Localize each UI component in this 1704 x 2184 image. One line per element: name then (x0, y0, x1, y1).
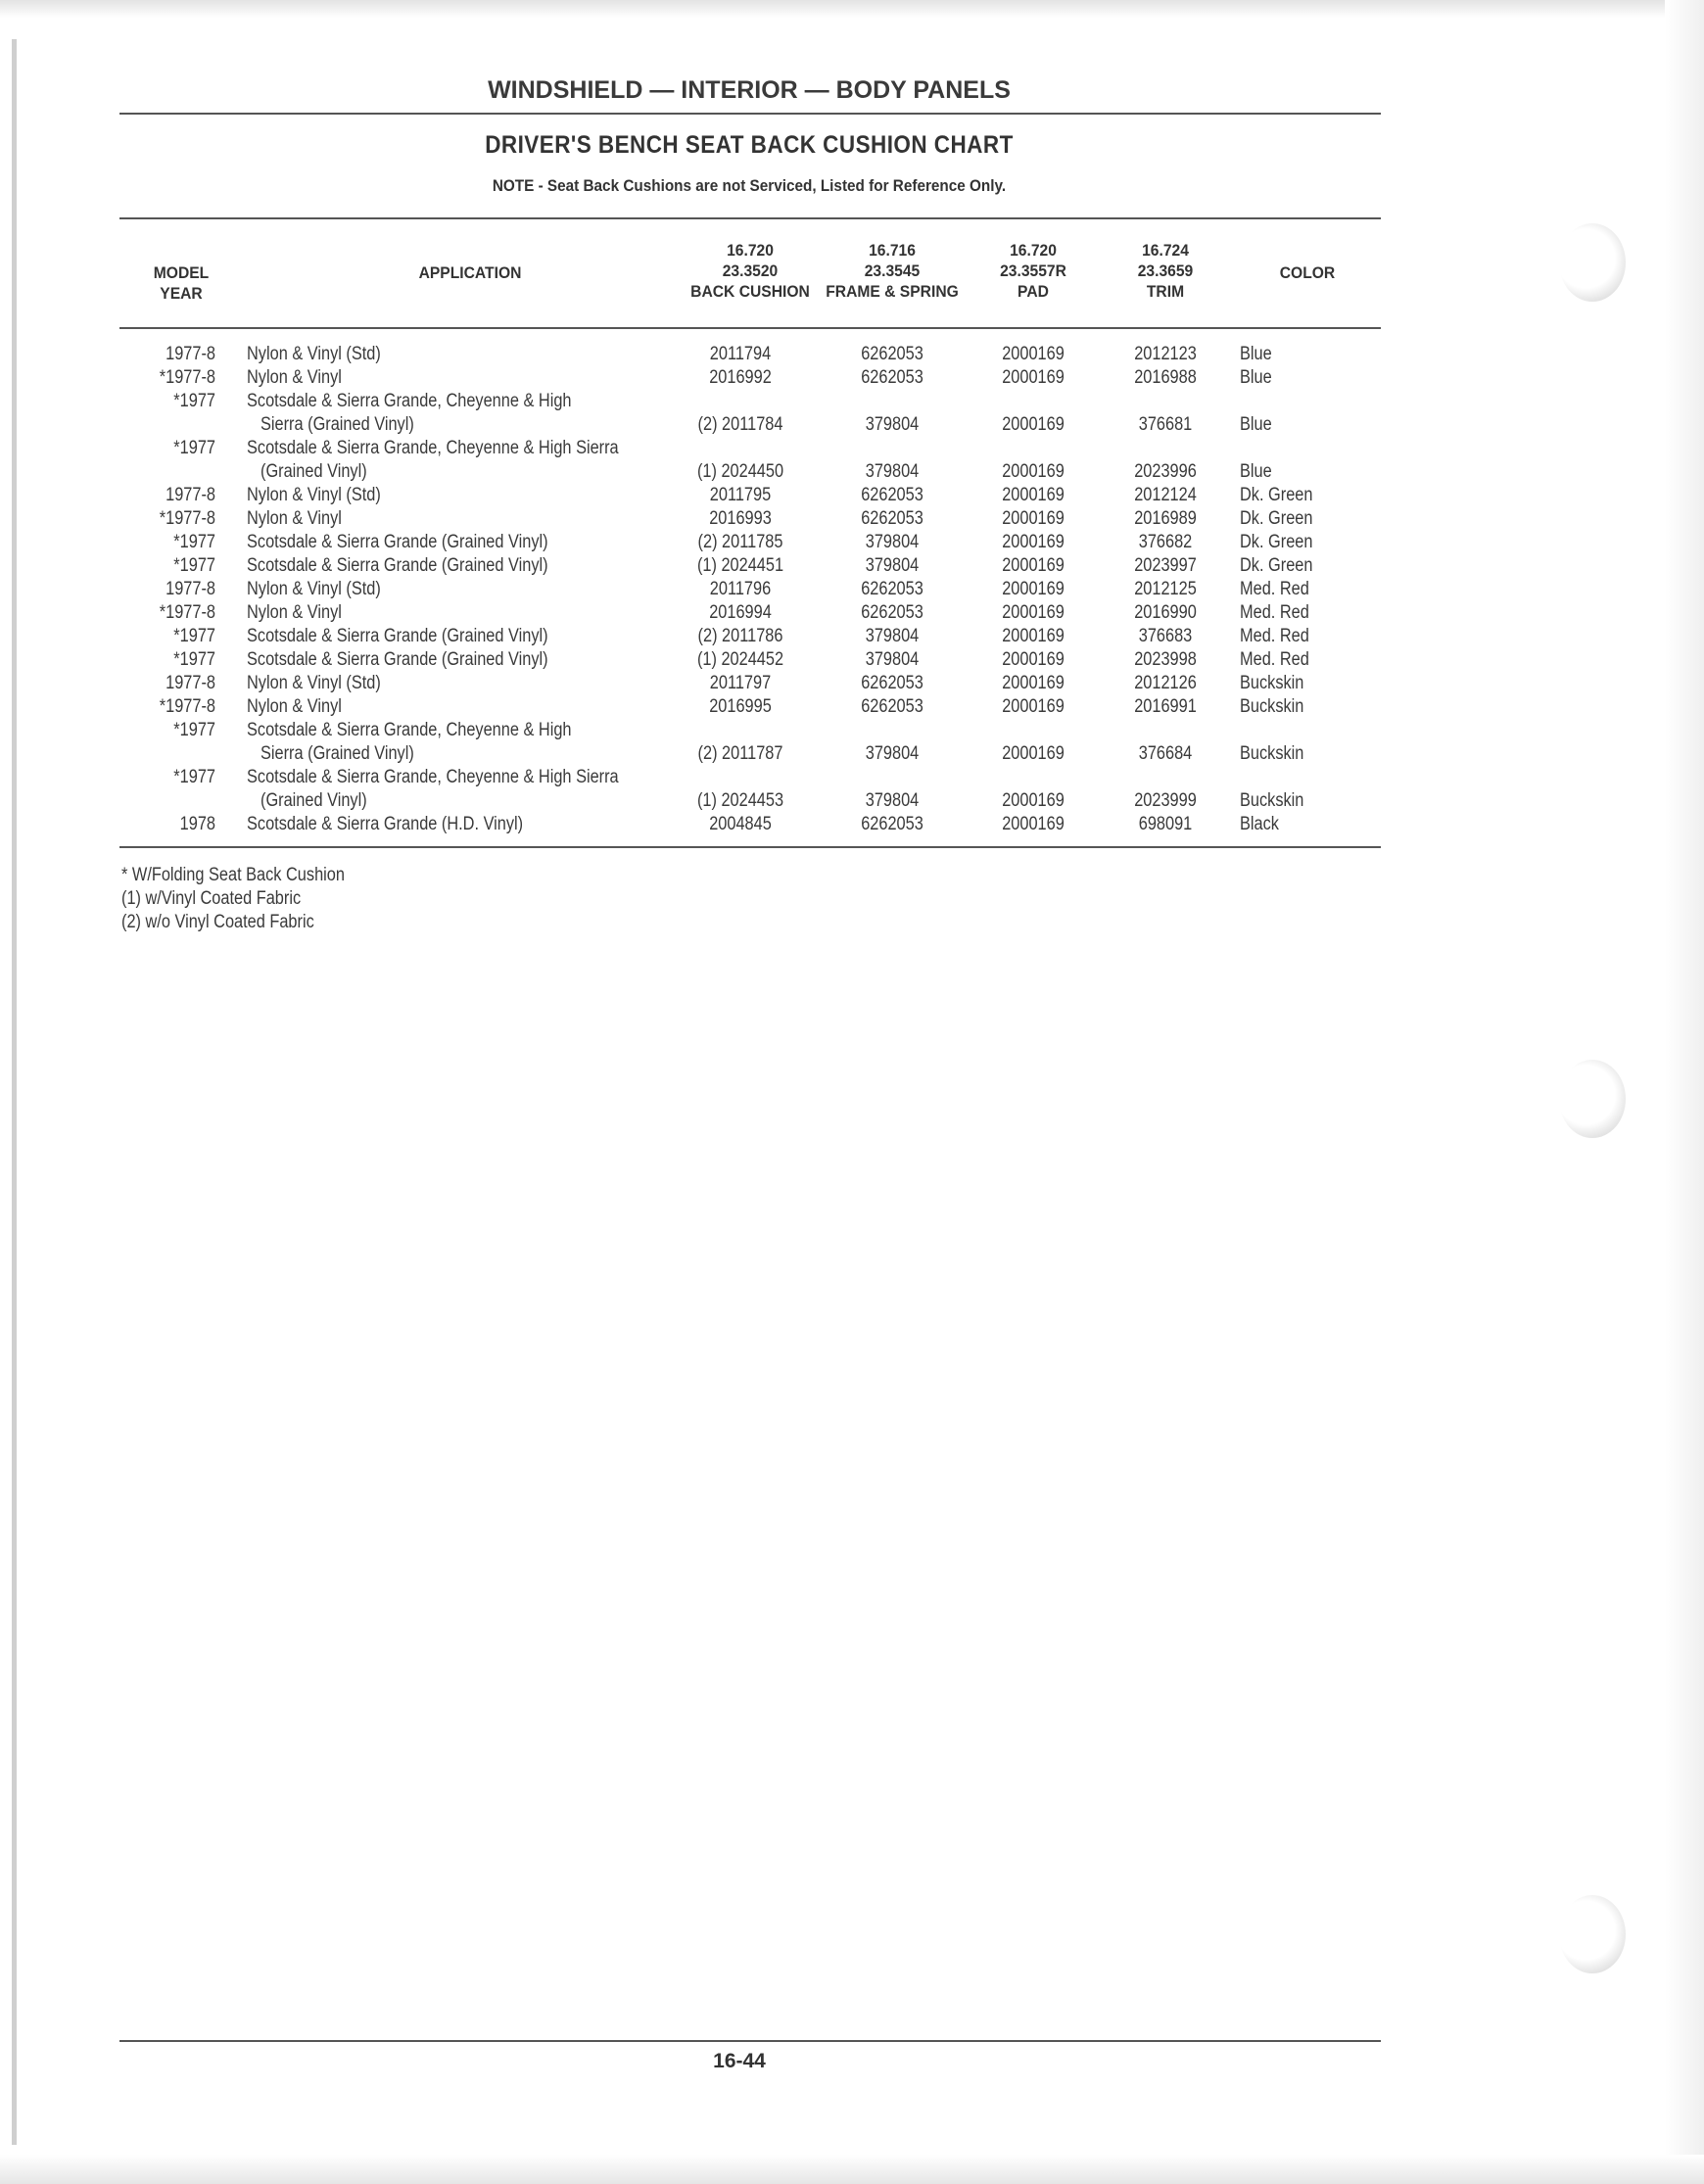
cell-trim: 376682 (1138, 532, 1193, 552)
cell-back-cushion: 2011794 (709, 344, 772, 364)
cell-pad: 2000169 (1002, 626, 1065, 646)
cell-model-year: 1977-8 (166, 673, 215, 693)
binder-hole-middle (1559, 1060, 1626, 1138)
cell-back-cushion: 2004845 (709, 814, 772, 834)
cell-frame-spring: 6262053 (861, 579, 923, 599)
cell-application: Scotsdale & Sierra Grande, Cheyenne & High (247, 391, 572, 411)
cell-application: Nylon & Vinyl (Std) (247, 673, 381, 693)
cell-model-year: *1977 (173, 767, 215, 787)
cell-pad: 2000169 (1002, 696, 1065, 717)
section-title: WINDSHIELD — INTERIOR — BODY PANELS (488, 76, 1011, 104)
cell-pad: 2000169 (1002, 344, 1065, 364)
cell-back-cushion: (2) 2011784 (697, 414, 783, 435)
cell-application: Scotsdale & Sierra Grande, Cheyenne & High Sierra (247, 767, 619, 787)
cell-application: Scotsdale & Sierra Grande, Cheyenne & High (247, 720, 572, 740)
table-header-rule (119, 327, 1381, 329)
cell-trim: 2012126 (1134, 673, 1197, 693)
cell-frame-spring: 6262053 (861, 344, 923, 364)
cell-model-year: *1977-8 (159, 508, 215, 529)
cell-pad: 2000169 (1002, 673, 1065, 693)
cell-model-year: *1977 (173, 391, 215, 411)
cell-trim: 2023997 (1134, 555, 1197, 576)
cell-back-cushion: (1) 2024452 (696, 649, 784, 670)
cell-color: Med. Red (1240, 626, 1309, 646)
cell-trim: 2016990 (1134, 602, 1197, 623)
column-header-line: BACK CUSHION (690, 282, 810, 301)
cell-color: Med. Red (1240, 649, 1309, 670)
cell-application: Scotsdale & Sierra Grande (Grained Vinyl) (247, 532, 548, 552)
cell-back-cushion: (2) 2011787 (697, 743, 783, 764)
cell-application: Scotsdale & Sierra Grande (Grained Vinyl) (247, 555, 548, 576)
cell-color: Blue (1240, 344, 1272, 364)
cell-model-year: *1977-8 (159, 602, 215, 623)
cell-trim: 2016991 (1134, 696, 1197, 717)
cell-trim: 376681 (1138, 414, 1193, 435)
cell-trim: 2023998 (1134, 649, 1197, 670)
scan-shadow-top (0, 0, 1704, 18)
cell-pad: 2000169 (1002, 579, 1065, 599)
cell-frame-spring: 6262053 (861, 814, 923, 834)
footnote-item: (1) w/Vinyl Coated Fabric (121, 888, 302, 909)
cell-model-year: 1978 (179, 814, 215, 834)
cell-trim: 2012124 (1134, 485, 1197, 505)
cell-model-year: 1977-8 (166, 344, 215, 364)
cell-pad: 2000169 (1002, 814, 1065, 834)
cell-trim: 2016989 (1134, 508, 1197, 529)
cell-application: Nylon & Vinyl (247, 696, 342, 717)
cell-trim: 2012123 (1134, 344, 1197, 364)
cell-pad: 2000169 (1002, 414, 1065, 435)
footnote-item: * W/Folding Seat Back Cushion (121, 865, 345, 885)
cell-frame-spring: 379804 (865, 414, 920, 435)
cell-application: Scotsdale & Sierra Grande (Grained Vinyl) (247, 626, 548, 646)
cell-model-year: *1977 (173, 532, 215, 552)
cell-trim: 698091 (1138, 814, 1193, 834)
cell-pad: 2000169 (1002, 367, 1065, 388)
table-top-rule (119, 217, 1381, 219)
column-header-line: 16.720 (727, 241, 774, 260)
cell-back-cushion: 2011797 (709, 673, 772, 693)
cell-trim: 376684 (1138, 743, 1193, 764)
cell-trim: 2012125 (1134, 579, 1197, 599)
cell-frame-spring: 379804 (865, 532, 920, 552)
cell-pad: 2000169 (1002, 602, 1065, 623)
cell-trim: 2023996 (1134, 461, 1197, 482)
column-header-line: FRAME & SPRING (826, 282, 959, 301)
column-header-line: 23.3659 (1137, 261, 1194, 280)
cell-application: Scotsdale & Sierra Grande (H.D. Vinyl) (247, 814, 524, 834)
cell-color: Blue (1240, 367, 1272, 388)
cell-color: Buckskin (1240, 673, 1304, 693)
column-header-line: COLOR (1279, 263, 1336, 282)
column-header-frame (825, 240, 960, 302)
column-header-line: MODEL (153, 263, 210, 282)
cell-frame-spring: 6262053 (861, 367, 923, 388)
cell-color: Buckskin (1240, 696, 1304, 717)
cell-frame-spring: 6262053 (861, 485, 923, 505)
cell-back-cushion: 2016995 (709, 696, 772, 717)
column-header-line: 23.3557R (1000, 261, 1066, 280)
cell-frame-spring: 379804 (865, 626, 920, 646)
cell-application: Sierra (Grained Vinyl) (260, 414, 414, 435)
cell-model-year: *1977 (173, 626, 215, 646)
cell-pad: 2000169 (1002, 743, 1065, 764)
cell-pad: 2000169 (1002, 485, 1065, 505)
section-title-rule (119, 113, 1381, 115)
cell-pad: 2000169 (1002, 790, 1065, 811)
binder-hole-top (1559, 223, 1626, 302)
column-header-line: 16.716 (869, 241, 916, 260)
cell-pad: 2000169 (1002, 508, 1065, 529)
column-header-line: 23.3520 (722, 261, 779, 280)
cell-color: Dk. Green (1240, 508, 1313, 529)
cell-frame-spring: 6262053 (861, 696, 923, 717)
cell-pad: 2000169 (1002, 555, 1065, 576)
cell-application: Sierra (Grained Vinyl) (260, 743, 414, 764)
column-header-trim (1112, 240, 1219, 302)
column-header-color (1262, 262, 1352, 283)
scan-edge-left (12, 39, 17, 2145)
scan-shadow-bottom (0, 2155, 1704, 2184)
cell-model-year: 1977-8 (166, 579, 215, 599)
cell-model-year: *1977 (173, 720, 215, 740)
cell-back-cushion: 2011795 (709, 485, 772, 505)
cell-pad: 2000169 (1002, 532, 1065, 552)
chart-title: DRIVER'S BENCH SEAT BACK CUSHION CHART (485, 131, 1014, 159)
cell-color: Med. Red (1240, 579, 1309, 599)
column-header-line: YEAR (160, 284, 203, 303)
cell-color: Blue (1240, 414, 1272, 435)
cell-back-cushion: (1) 2024451 (696, 555, 784, 576)
page-number: 16-44 (713, 2050, 766, 2072)
cell-back-cushion: 2011796 (709, 579, 772, 599)
cell-application: Nylon & Vinyl (247, 367, 342, 388)
table-bottom-rule (119, 846, 1381, 848)
cell-back-cushion: 2016992 (709, 367, 772, 388)
column-header-line: APPLICATION (418, 263, 522, 282)
cell-frame-spring: 6262053 (861, 602, 923, 623)
cell-color: Dk. Green (1240, 485, 1313, 505)
cell-application: Scotsdale & Sierra Grande, Cheyenne & High Sierra (247, 438, 619, 458)
cell-application: Nylon & Vinyl (Std) (247, 579, 381, 599)
cell-application: Nylon & Vinyl (Std) (247, 485, 381, 505)
cell-back-cushion: (2) 2011786 (697, 626, 783, 646)
cell-trim: 376683 (1138, 626, 1193, 646)
cell-color: Med. Red (1240, 602, 1309, 623)
footer-rule (119, 2040, 1381, 2042)
cell-model-year: *1977 (173, 438, 215, 458)
cell-color: Buckskin (1240, 743, 1304, 764)
cell-back-cushion: 2016993 (709, 508, 772, 529)
cell-frame-spring: 379804 (865, 649, 920, 670)
cell-back-cushion: 2016994 (709, 602, 772, 623)
cell-model-year: *1977 (173, 555, 215, 576)
column-header-line: 23.3545 (864, 261, 921, 280)
cell-model-year: *1977-8 (159, 696, 215, 717)
cell-back-cushion: (1) 2024450 (696, 461, 784, 482)
cell-application: Nylon & Vinyl (247, 508, 342, 529)
cell-model-year: *1977 (173, 649, 215, 670)
cell-pad: 2000169 (1002, 649, 1065, 670)
cell-trim: 2023999 (1134, 790, 1197, 811)
cell-model-year: *1977-8 (159, 367, 215, 388)
chart-note: NOTE - Seat Back Cushions are not Serviced, Listed for Reference Only. (492, 176, 1007, 195)
column-header-application (380, 262, 560, 283)
cell-application: (Grained Vinyl) (260, 790, 367, 811)
binder-hole-bottom (1559, 1895, 1626, 1973)
column-header-back (687, 240, 814, 302)
cell-application: Scotsdale & Sierra Grande (Grained Vinyl) (247, 649, 548, 670)
column-header-year (150, 262, 213, 304)
cell-application: Nylon & Vinyl (247, 602, 342, 623)
cell-trim: 2016988 (1134, 367, 1197, 388)
cell-frame-spring: 379804 (865, 461, 920, 482)
column-header-line: 16.720 (1010, 241, 1057, 260)
cell-color: Buckskin (1240, 790, 1304, 811)
cell-color: Blue (1240, 461, 1272, 482)
column-header-line: 16.724 (1142, 241, 1189, 260)
cell-frame-spring: 6262053 (861, 673, 923, 693)
cell-application: (Grained Vinyl) (260, 461, 367, 482)
cell-model-year: 1977-8 (166, 485, 215, 505)
cell-color: Dk. Green (1240, 555, 1313, 576)
cell-frame-spring: 379804 (865, 790, 920, 811)
cell-frame-spring: 6262053 (861, 508, 923, 529)
cell-pad: 2000169 (1002, 461, 1065, 482)
cell-application: Nylon & Vinyl (Std) (247, 344, 381, 364)
column-header-pad (979, 240, 1087, 302)
cell-back-cushion: (2) 2011785 (697, 532, 783, 552)
column-header-line: PAD (1018, 282, 1049, 301)
cell-color: Dk. Green (1240, 532, 1313, 552)
footnote-item: (2) w/o Vinyl Coated Fabric (121, 912, 314, 932)
column-header-line: TRIM (1146, 282, 1185, 301)
cell-frame-spring: 379804 (865, 743, 920, 764)
cell-back-cushion: (1) 2024453 (696, 790, 784, 811)
scan-shadow-right (1665, 0, 1704, 2184)
cell-frame-spring: 379804 (865, 555, 920, 576)
cell-color: Black (1240, 814, 1279, 834)
